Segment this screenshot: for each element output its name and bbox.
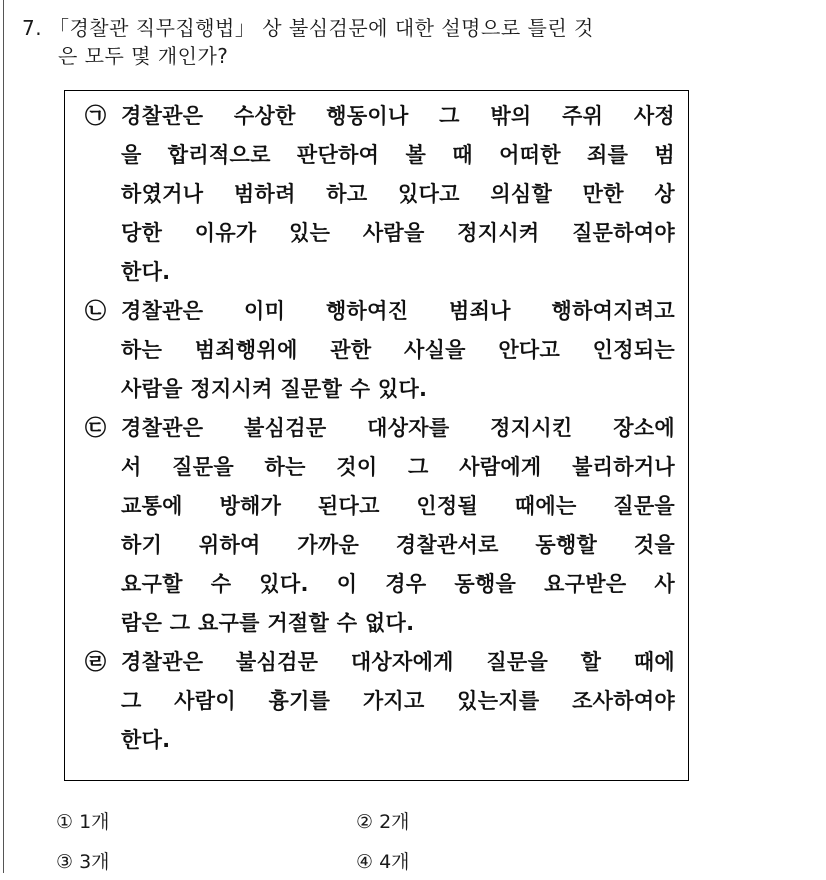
statement-box [64, 90, 689, 781]
statement-item [85, 643, 675, 760]
statement-line: 을 합리적으로 판단하여 볼 때 어떠한 죄를 범 [121, 143, 675, 167]
statement-line: 경찰관은 수상한 행동이나 그 밖의 주위 사정 [121, 104, 675, 128]
statement-line: 당한 이유가 있는 사람을 정지시켜 질문하여야 [121, 221, 675, 245]
statement-line: 교통에 방해가 된다고 인정될 때에는 질문을 [121, 494, 675, 518]
answer-option-3[interactable]: ③ 3개 [56, 850, 110, 873]
statement-item [85, 97, 675, 292]
statement-line: 하였거나 범하려 하고 있다고 의심할 만한 상 [121, 182, 675, 206]
statement-line: 하기 위하여 가까운 경찰관서로 동행할 것을 [121, 533, 675, 557]
statement-line: 한다. [121, 260, 171, 284]
question-stem-line-1 [22, 14, 812, 42]
answer-option-2[interactable]: ② 2개 [356, 810, 410, 833]
statement-line: 경찰관은 이미 행하여진 범죄나 행하여지려고 [121, 299, 675, 323]
statement-item [85, 409, 675, 643]
statement-marker: ㉡ [85, 299, 106, 323]
answer-option-1[interactable]: ① 1개 [56, 810, 110, 833]
statement-line: 사람을 정지시켜 질문할 수 있다. [121, 377, 428, 401]
question-number: 7. [22, 16, 43, 40]
answer-options [56, 800, 756, 880]
statement-line: 요구할 수 있다. 이 경우 동행을 요구받은 사 [121, 572, 675, 596]
question-stem-line-2: 은 모두 몇 개인가? [58, 44, 229, 68]
statement-line: 경찰관은 불심검문 대상자를 정지시킨 장소에 [121, 416, 675, 440]
question-text-1: 「경찰관 직무집행법」 상 불심검문에 대한 설명으로 틀린 것 [48, 16, 594, 40]
statement-line: 서 질문을 하는 것이 그 사람에게 불리하거나 [121, 455, 675, 479]
answer-option-4[interactable]: ④ 4개 [356, 850, 410, 873]
left-margin-rule [3, 0, 4, 873]
statement-line: 경찰관은 불심검문 대상자에게 질문을 할 때에 [121, 650, 675, 674]
statement-line: 하는 범죄행위에 관한 사실을 안다고 인정되는 [121, 338, 675, 362]
statement-marker: ㉣ [85, 650, 106, 674]
statement-line: 그 사람이 흉기를 가지고 있는지를 조사하여야 [121, 689, 675, 713]
statement-marker: ㉢ [85, 416, 106, 440]
statement-line: 한다. [121, 728, 171, 752]
statement-line: 람은 그 요구를 거절할 수 없다. [121, 611, 415, 635]
statement-item [85, 292, 675, 409]
statement-marker: ㉠ [85, 104, 106, 128]
question [22, 14, 812, 70]
